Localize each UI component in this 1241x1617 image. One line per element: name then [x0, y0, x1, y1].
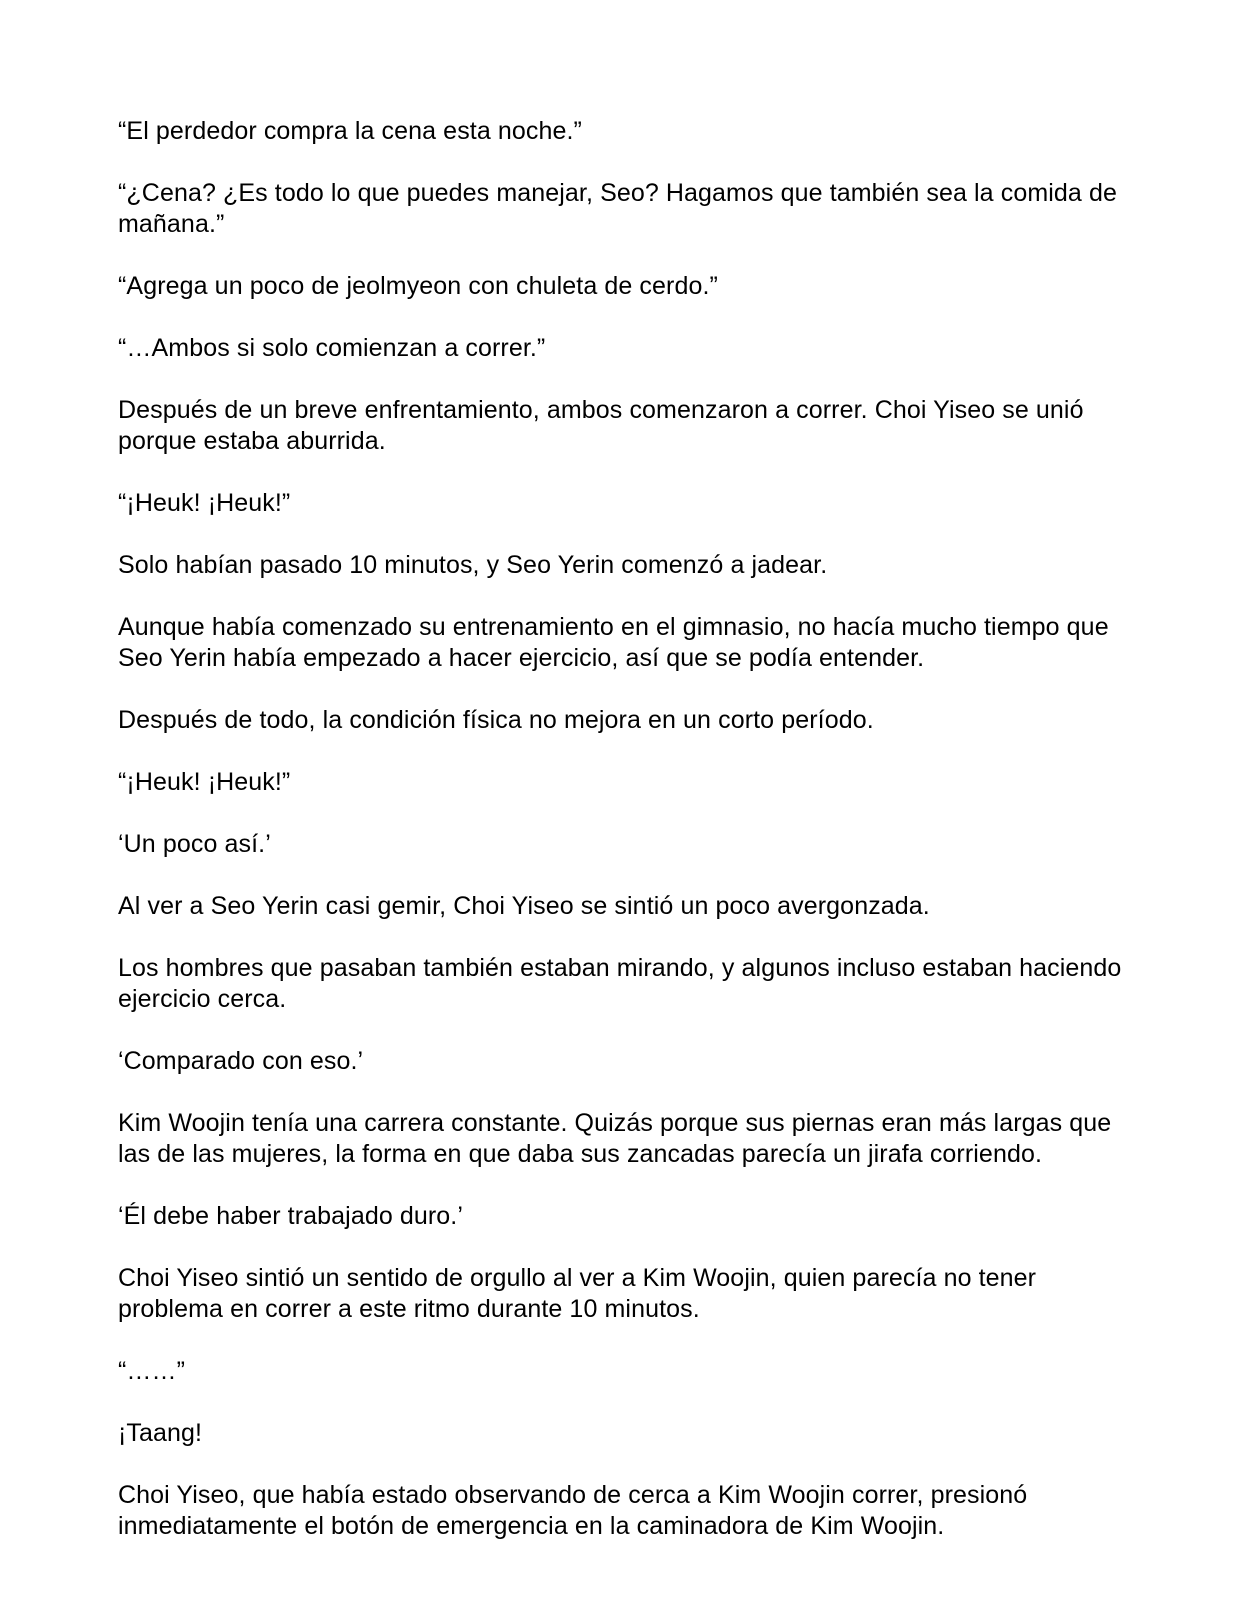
paragraph: Kim Woojin tenía una carrera constante. Quizás porque sus piernas eran más largas que las de las mujeres, la forma en que daba sus zancadas parecía un jirafa corriendo. — [118, 1109, 1112, 1168]
paragraph: Choi Yiseo, que había estado observando de cerca a Kim Woojin correr, presionó inmediatamente el botón de emergencia en la caminadora de Kim Woojin. — [118, 1481, 1028, 1540]
paragraph: Solo habían pasado 10 minutos, y Seo Yerin comenzó a jadear. — [118, 551, 828, 579]
paragraph: “¡Heuk! ¡Heuk!” — [118, 768, 291, 796]
paragraph: “Agrega un poco de jeolmyeon con chuleta de cerdo.” — [118, 272, 718, 300]
paragraph: Choi Yiseo sintió un sentido de orgullo al ver a Kim Woojin, quien parecía no tener problema en correr a este ritmo durante 10 minutos. — [118, 1264, 1037, 1323]
paragraph: ¡Taang! — [118, 1419, 203, 1447]
paragraph: Después de todo, la condición física no mejora en un corto período. — [118, 706, 874, 734]
paragraph: “…Ambos si solo comienzan a correr.” — [118, 334, 546, 362]
paragraph: “……” — [118, 1357, 186, 1385]
document-body — [118, 116, 1128, 1573]
paragraph: “¡Heuk! ¡Heuk!” — [118, 489, 291, 517]
paragraph: Aunque había comenzado su entrenamiento en el gimnasio, no hacía mucho tiempo que Seo Yerin había empezado a hacer ejercicio, así que se podía entender. — [118, 613, 1109, 672]
paragraph: Los hombres que pasaban también estaban mirando, y algunos incluso estaban haciendo ejercicio cerca. — [118, 954, 1122, 1013]
paragraph: Después de un breve enfrentamiento, ambos comenzaron a correr. Choi Yiseo se unió porque estaba aburrida. — [118, 396, 1084, 455]
paragraph: “¿Cena? ¿Es todo lo que puedes manejar, Seo? Hagamos que también sea la comida de mañana.” — [118, 179, 1117, 238]
paragraph: “El perdedor compra la cena esta noche.” — [118, 117, 582, 145]
paragraph: Al ver a Seo Yerin casi gemir, Choi Yiseo se sintió un poco avergonzada. — [118, 892, 930, 920]
paragraph: ‘Comparado con eso.’ — [118, 1047, 364, 1075]
paragraph: ‘Un poco así.’ — [118, 830, 271, 858]
paragraph: ‘Él debe haber trabajado duro.’ — [118, 1202, 464, 1230]
